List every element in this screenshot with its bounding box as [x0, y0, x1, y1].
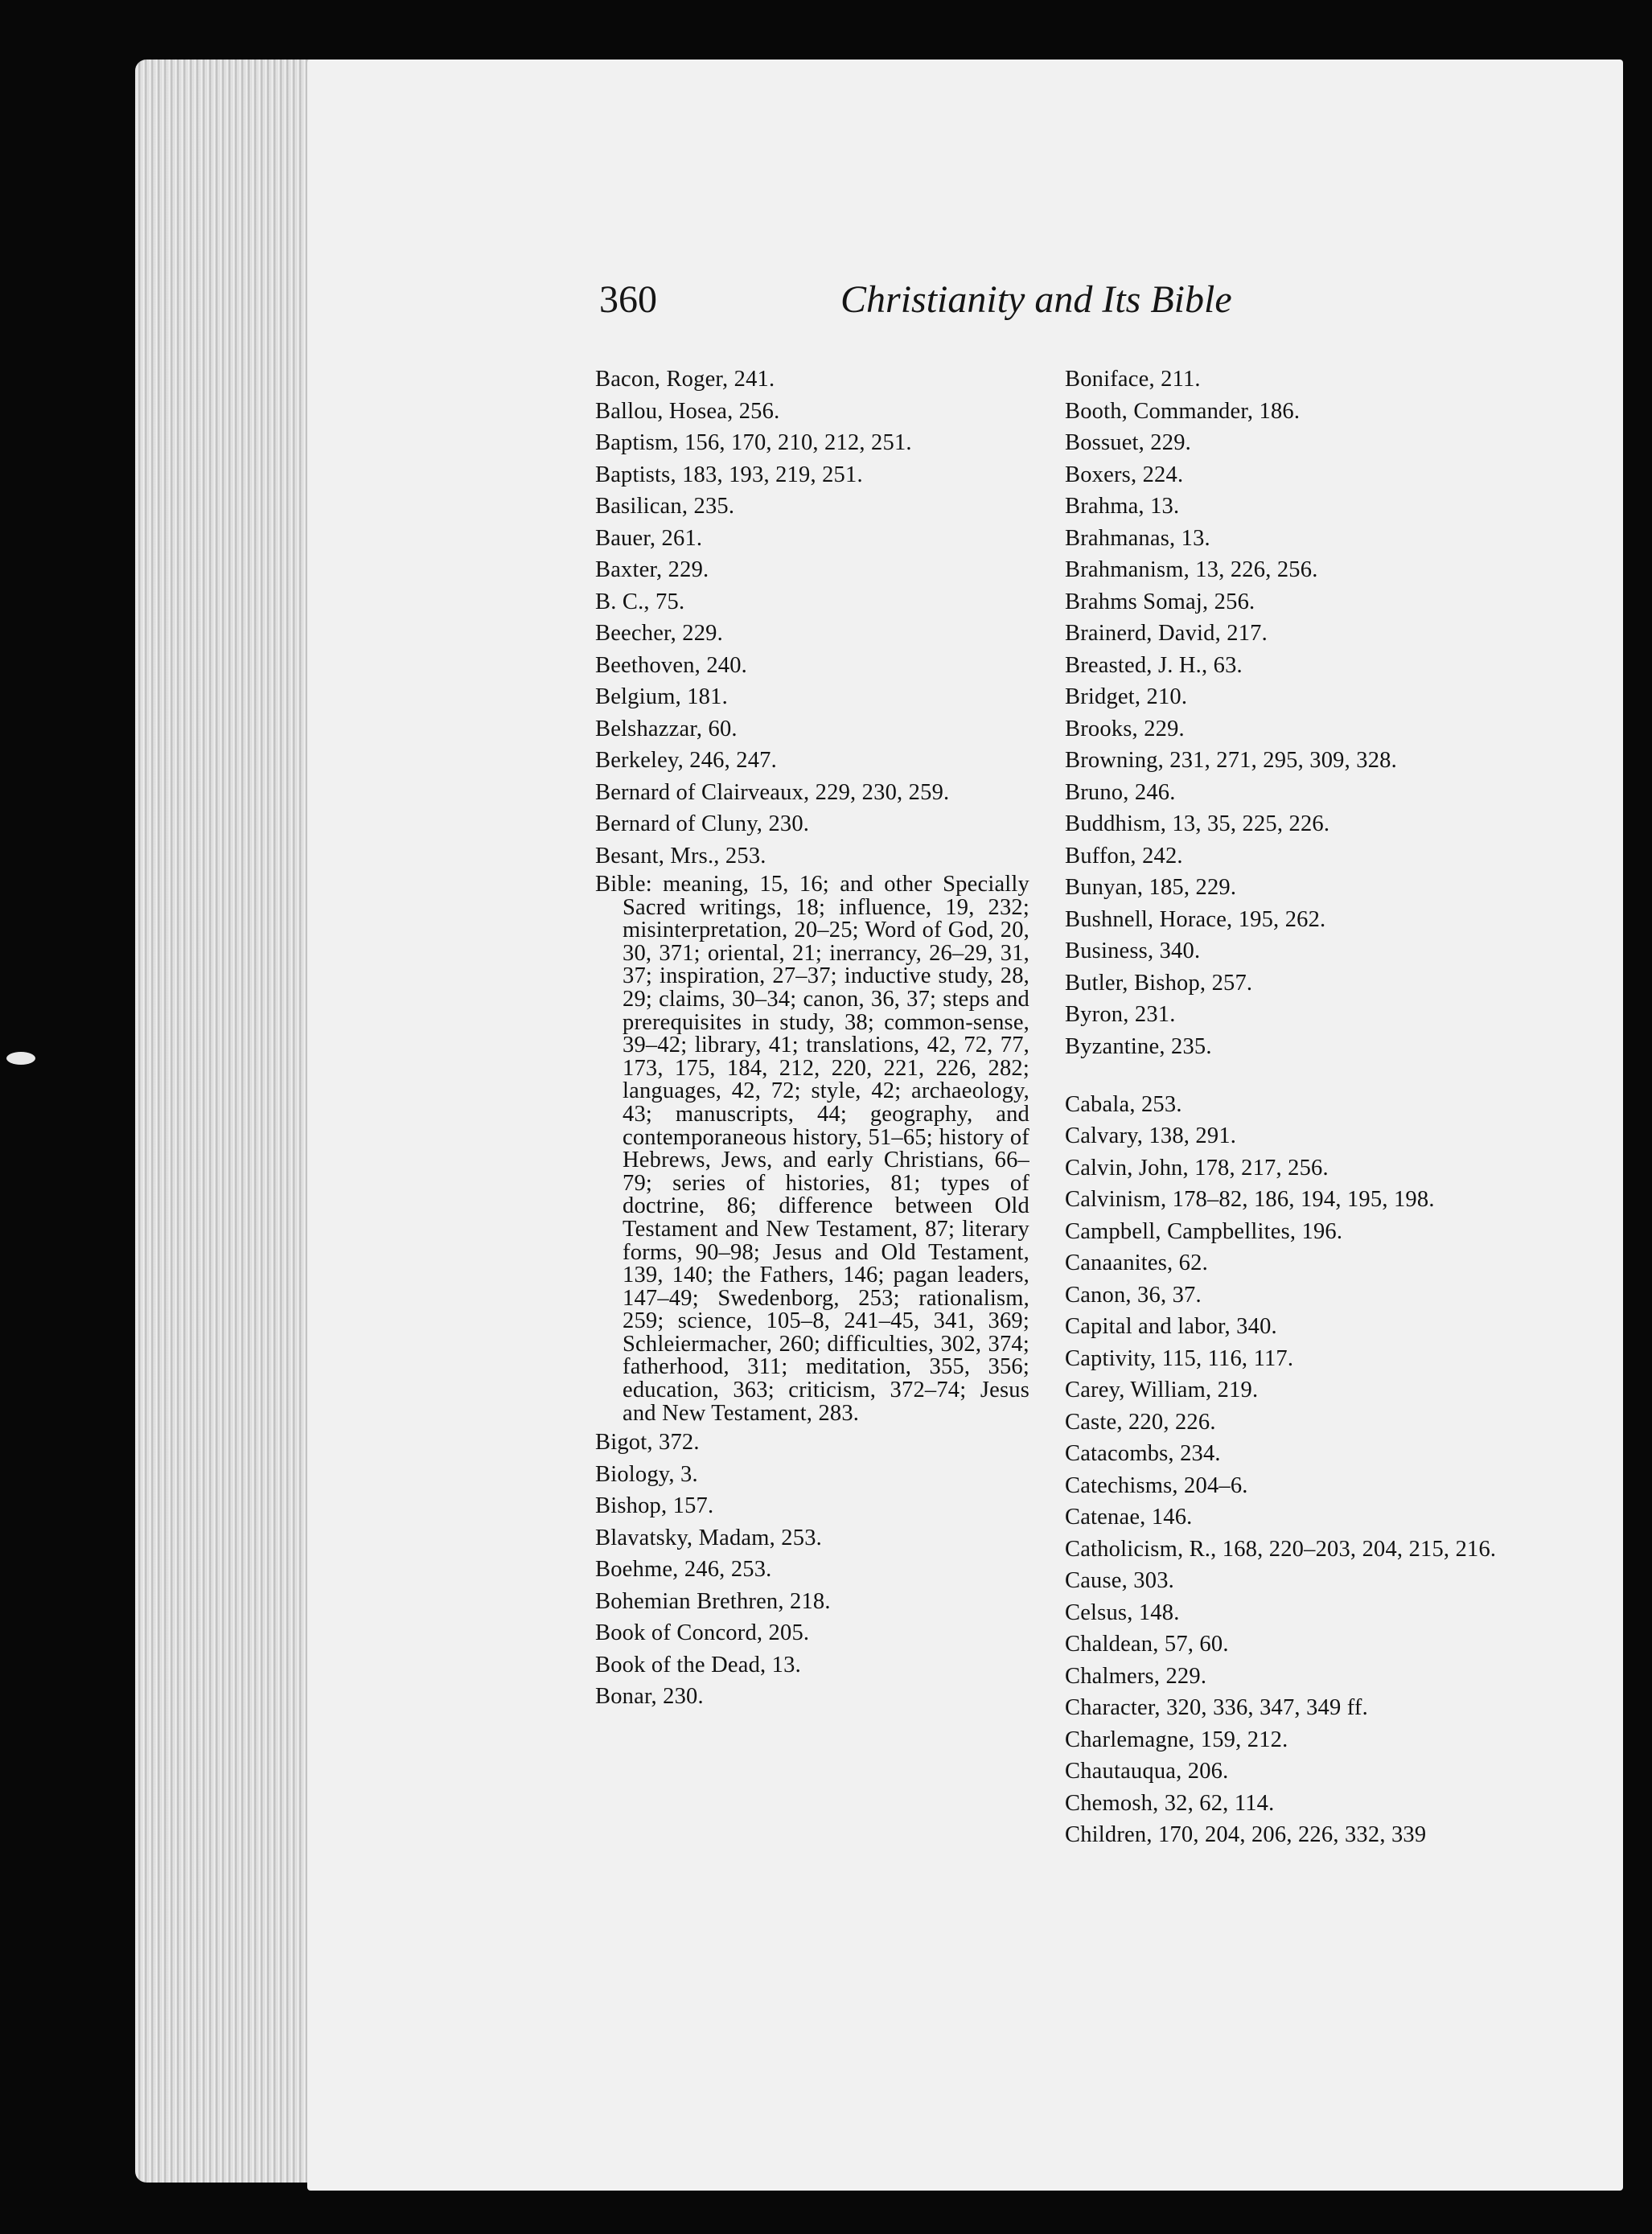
index-entry: Byzantine, 235. [1065, 1033, 1212, 1059]
index-entry: Canon, 36, 37. [1065, 1282, 1202, 1308]
index-entry: Calvary, 138, 291. [1065, 1123, 1237, 1148]
index-entry: Bossuet, 229. [1065, 430, 1191, 455]
index-entry: Ballou, Hosea, 256. [595, 398, 780, 424]
index-entry: Cause, 303. [1065, 1568, 1174, 1593]
index-entry: Baptism, 156, 170, 210, 212, 251. [595, 430, 912, 455]
index-entry: Baxter, 229. [595, 557, 709, 582]
index-column-left [595, 365, 1029, 1715]
index-entry: Brahmanas, 13. [1065, 525, 1210, 551]
index-entry: Catenae, 146. [1065, 1505, 1193, 1530]
index-entry: Calvin, John, 178, 217, 256. [1065, 1155, 1329, 1181]
index-entry: Buddhism, 13, 35, 225, 226. [1065, 811, 1330, 836]
index-entry: Butler, Bishop, 257. [1065, 970, 1253, 996]
index-entry: Character, 320, 336, 347, 349 ff. [1065, 1695, 1368, 1720]
index-column-right [1065, 365, 1515, 1853]
index-entry: Brahms Somaj, 256. [1065, 589, 1255, 614]
index-entry: Book of the Dead, 13. [595, 1652, 801, 1678]
index-entry: Brooks, 229. [1065, 716, 1185, 741]
index-entry: Browning, 231, 271, 295, 309, 328. [1065, 748, 1397, 773]
index-entry: Bishop, 157. [595, 1493, 714, 1519]
index-entry: Campbell, Campbellites, 196. [1065, 1218, 1343, 1244]
page-number: 360 [599, 278, 657, 321]
index-entry: Business, 340. [1065, 938, 1201, 963]
index-entry: Bernard of Cluny, 230. [595, 811, 810, 836]
index-entry: Catholicism, R., 168, 220–203, 204, 215, 216. [1065, 1536, 1497, 1562]
index-entry: Calvinism, 178–82, 186, 194, 195, 198. [1065, 1187, 1435, 1212]
index-entry: Celsus, 148. [1065, 1600, 1180, 1625]
index-entry: Brahmanism, 13, 226, 256. [1065, 557, 1318, 582]
index-entry: Chemosh, 32, 62, 114. [1065, 1790, 1275, 1816]
index-entry: Canaanites, 62. [1065, 1250, 1208, 1275]
index-entry: Carey, William, 219. [1065, 1378, 1259, 1402]
index-entry: Children, 170, 204, 206, 226, 332, 339 [1065, 1822, 1427, 1847]
index-entry: Chalmers, 229. [1065, 1663, 1207, 1689]
index-entry: Biology, 3. [595, 1461, 698, 1487]
book-page-edges [135, 60, 322, 2183]
index-entry: Bunyan, 185, 229. [1065, 875, 1237, 900]
index-entry: Capital and labor, 340. [1065, 1314, 1277, 1339]
index-entry: Boniface, 211. [1065, 367, 1201, 392]
index-entry: Buffon, 242. [1065, 843, 1183, 869]
index-entry: Belshazzar, 60. [595, 716, 738, 741]
index-entry: Bridget, 210. [1065, 684, 1188, 709]
index-entry: Bohemian Brethren, 218. [595, 1588, 831, 1614]
index-entry: Brahma, 13. [1065, 494, 1180, 519]
index-entry: Besant, Mrs., 253. [595, 843, 766, 869]
index-entry-bible: Bible: meaning, 15, 16; and other Specially Sacred writings, 18; influence, 19, 232; misinterpretation, 20–25; Word of God, 20, 30, 371; oriental, 21; inerrancy, 26–29, 31, 37; inspiration, 27–37; inductive study, 28, 29; claims, 30–34; canon, 36, 37; steps and prerequisites in study, 38; common-sense, 39–42; library, 41; translations, 42, 72, 77, 173, 175, 184, 212, 220, 221, 226, 282; languages, 42, 72; style, 42; archaeology, 43; manuscripts, 44; geography, and contemporaneous history, 51–65; history of Hebrews, Jews, and early Christians, 66–79; series of histories, 81; types of doctrine, 86; difference between Old Testament and New Testament, 87; literary forms, 90–98; Jesus and Old Testament, 139, 140; the Fathers, 146; pagan leaders, 147–49; Swedenborg, 253; rationalism, 259; science, 105–8, 241–45, 341, 369; Schleiermacher, 260; difficulties, 302, 374; fatherhood, 311; meditation, 355, 356; education, 363; criticism, 372–74; Jesus and New Testament, 283. [595, 872, 1029, 1426]
index-entry: Blavatsky, Madam, 253. [595, 1525, 822, 1550]
index-entry: Catacombs, 234. [1065, 1441, 1221, 1466]
index-entry: Chaldean, 57, 60. [1065, 1632, 1229, 1657]
index-entry: Byron, 231. [1065, 1002, 1176, 1027]
index-entry: Baptists, 183, 193, 219, 251. [595, 462, 863, 487]
index-entry: Captivity, 115, 116, 117. [1065, 1345, 1294, 1371]
index-entry: Berkeley, 246, 247. [595, 748, 777, 773]
index-entry: Bruno, 246. [1065, 779, 1176, 805]
index-entry: Bonar, 230. [595, 1684, 704, 1710]
index-entry: Book of Concord, 205. [595, 1620, 810, 1646]
index-entry: Beecher, 229. [595, 621, 723, 646]
index-entry: Bushnell, Horace, 195, 262. [1065, 906, 1326, 932]
index-entry: Breasted, J. H., 63. [1065, 652, 1243, 678]
index-entry: B. C., 75. [595, 589, 685, 614]
index-entry: Booth, Commander, 186. [1065, 398, 1301, 424]
index-entry: Bernard of Clairveaux, 229, 230, 259. [595, 779, 950, 805]
speck-mark [6, 1052, 35, 1065]
index-entry: Beethoven, 240. [595, 652, 748, 678]
index-entry: Bacon, Roger, 241. [595, 367, 775, 392]
index-entry: Chautauqua, 206. [1065, 1759, 1229, 1784]
index-entry: Bigot, 372. [595, 1430, 700, 1456]
index-entry: Boxers, 224. [1065, 462, 1184, 487]
page-header [599, 277, 1259, 334]
index-entry: Belgium, 181. [595, 684, 728, 709]
index-entry: Brainerd, David, 217. [1065, 621, 1268, 646]
index-entry: Catechisms, 204–6. [1065, 1472, 1248, 1498]
index-entry: Caste, 220, 226. [1065, 1409, 1216, 1435]
index-entry: Boehme, 246, 253. [595, 1557, 772, 1583]
index-entry: Bauer, 261. [595, 525, 703, 551]
index-entry: Charlemagne, 159, 212. [1065, 1727, 1288, 1752]
running-title: Christianity and Its Bible [840, 278, 1232, 321]
index-entry: Basilican, 235. [595, 494, 735, 519]
index-entry: Cabala, 253. [1065, 1091, 1182, 1117]
